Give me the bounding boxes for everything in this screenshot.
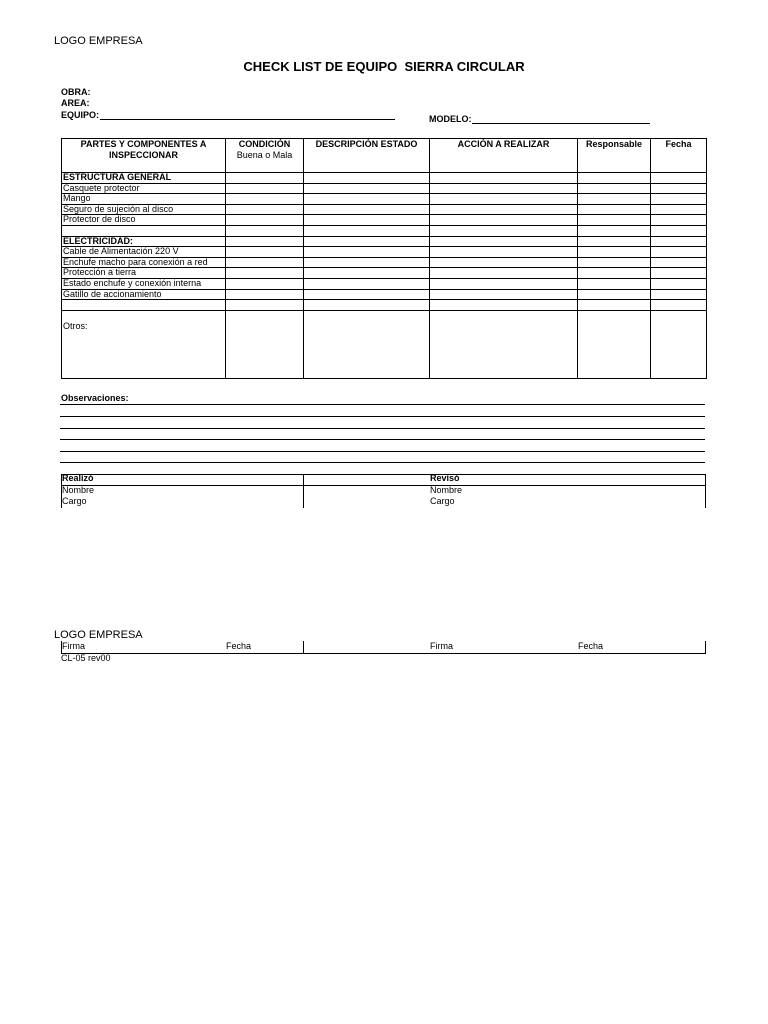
col-header-accion: ACCIÓN A REALIZAR [430, 139, 578, 173]
condicion-label: CONDICIÓN [238, 139, 291, 149]
logo-top: LOGO EMPRESA [54, 35, 143, 47]
realizo-label: Realizó [62, 473, 94, 483]
table-row [62, 278, 707, 289]
table-row [62, 204, 707, 215]
col-header-fecha: Fecha [651, 139, 707, 173]
obra-label: OBRA: [61, 87, 91, 97]
observaciones-line[interactable] [60, 404, 705, 405]
item-label: Enchufe macho para conexión a red [62, 257, 226, 268]
realizo-cargo-label: Cargo [62, 496, 87, 506]
item-label: Seguro de sujeción al disco [62, 204, 226, 215]
observaciones-label: Observaciones: [61, 393, 129, 403]
reviso-label: Revisó [430, 473, 460, 483]
fecha-label-1: Fecha [226, 641, 252, 651]
doc-code: CL-05 rev00 [61, 653, 111, 663]
area-label: AREA: [61, 98, 90, 108]
otros-label: Otros: [63, 320, 88, 331]
table-row [62, 236, 707, 247]
table-row [62, 225, 707, 236]
footer-signature-row [61, 641, 706, 654]
realizo-nombre-label: Nombre [62, 485, 95, 495]
item-label: Estado enchufe y conexión interna [62, 278, 226, 289]
observaciones-line[interactable] [60, 428, 705, 429]
item-label: Casquete protector [62, 183, 226, 194]
section-title: ELECTRICIDAD: [62, 236, 226, 247]
table-row [62, 194, 707, 205]
fecha-label-2: Fecha [578, 641, 604, 651]
table-row [62, 183, 707, 194]
table-row [62, 300, 707, 311]
table-row [62, 173, 707, 184]
logo-bottom: LOGO EMPRESA [54, 629, 143, 641]
otros-row [62, 310, 707, 378]
item-label: Mango [62, 194, 226, 205]
table-header-row [62, 139, 707, 173]
modelo-field-line[interactable] [472, 123, 650, 124]
inspection-table [61, 138, 707, 379]
equipo-label: EQUIPO: [61, 110, 100, 120]
condicion-sub-label: Buena o Mala [236, 150, 293, 160]
firma-label-2: Firma [430, 641, 453, 651]
observaciones-line[interactable] [60, 416, 705, 417]
otros-cell[interactable] [62, 310, 226, 378]
firma-label-1: Firma [62, 641, 85, 651]
table-row [62, 215, 707, 226]
table-row [62, 257, 707, 268]
observaciones-line[interactable] [60, 462, 705, 463]
signature-block [61, 474, 706, 508]
page-title: CHECK LIST DE EQUIPO SIERRA CIRCULAR [243, 59, 525, 74]
modelo-label: MODELO: [429, 114, 472, 124]
col-header-partes: PARTES Y COMPONENTES A INSPECCIONAR [62, 139, 226, 173]
col-header-descripcion: DESCRIPCIÓN ESTADO [304, 139, 430, 173]
col-header-condicion [226, 139, 304, 173]
item-label: Protección a tierra [62, 268, 226, 279]
reviso-cargo-label: Cargo [430, 496, 455, 506]
item-label: Protector de disco [62, 215, 226, 226]
table-row [62, 247, 707, 258]
item-label: Gatillo de accionamiento [62, 289, 226, 300]
observaciones-line[interactable] [60, 451, 705, 452]
section-title: ESTRUCTURA GENERAL [62, 173, 226, 184]
table-row [62, 289, 707, 300]
col-header-responsable: Responsable [578, 139, 651, 173]
equipo-field-line[interactable] [100, 119, 395, 120]
observaciones-line[interactable] [60, 439, 705, 440]
reviso-nombre-label: Nombre [430, 485, 463, 495]
item-label: Cable de Alimentación 220 V [62, 247, 226, 258]
table-row [62, 268, 707, 279]
